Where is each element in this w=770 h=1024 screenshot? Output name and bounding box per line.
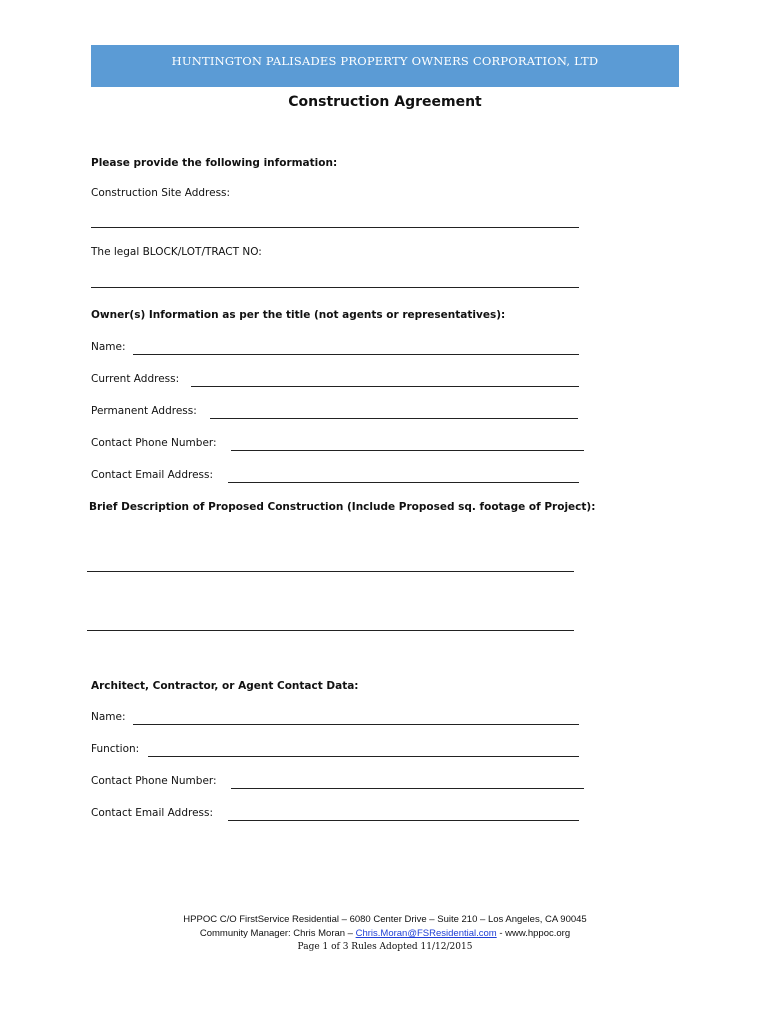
site-address-label: Construction Site Address: (91, 187, 231, 199)
footer-website: - www.hppoc.org (496, 928, 571, 939)
site-address-field[interactable] (91, 227, 579, 228)
legal-block-field[interactable] (91, 287, 579, 288)
agent-function-field[interactable] (148, 756, 579, 757)
description-heading: Brief Description of Proposed Construction (Include Proposed sq. footage of Project): (89, 501, 596, 513)
owner-current-address-label: Current Address: (91, 373, 180, 385)
agent-name-label: Name: (91, 711, 126, 723)
owner-permanent-address-label: Permanent Address: (91, 405, 197, 417)
organization-name: HUNTINGTON PALISADES PROPERTY OWNERS CORPORATION, LTD (171, 54, 599, 68)
owner-permanent-address-field[interactable] (210, 418, 578, 419)
description-line-1[interactable] (87, 571, 574, 572)
agent-function-label: Function: (91, 743, 140, 755)
owner-phone-label: Contact Phone Number: (91, 437, 217, 449)
description-line-2[interactable] (87, 630, 574, 631)
legal-block-label: The legal BLOCK/LOT/TRACT NO: (91, 246, 262, 258)
owner-email-label: Contact Email Address: (91, 469, 214, 481)
header-bar (91, 45, 679, 87)
owner-phone-field[interactable] (231, 450, 584, 451)
footer-address: HPPOC C/O FirstService Residential – 6080 Center Drive – Suite 210 – Los Angeles, CA 90045 (183, 914, 587, 925)
footer-contact (0, 928, 770, 939)
owner-current-address-field[interactable] (191, 386, 579, 387)
agent-phone-field[interactable] (231, 788, 584, 789)
agent-phone-label: Contact Phone Number: (91, 775, 217, 787)
agent-heading: Architect, Contractor, or Agent Contact Data: (91, 680, 359, 692)
agent-name-field[interactable] (133, 724, 579, 725)
page-info: Page 1 of 3 Rules Adopted 11/12/2015 (297, 942, 473, 952)
owner-name-label: Name: (91, 341, 126, 353)
info-heading: Please provide the following information: (91, 157, 338, 169)
footer-manager: Community Manager: Chris Moran – (199, 928, 356, 939)
manager-email-link[interactable]: Chris.Moran@FSResidential.com (355, 928, 497, 939)
agent-email-label: Contact Email Address: (91, 807, 214, 819)
owner-email-field[interactable] (228, 482, 579, 483)
agent-email-field[interactable] (228, 820, 579, 821)
document-title: Construction Agreement (288, 94, 482, 110)
owner-heading: Owner(s) Information as per the title (not agents or representatives): (91, 309, 506, 321)
owner-name-field[interactable] (133, 354, 579, 355)
